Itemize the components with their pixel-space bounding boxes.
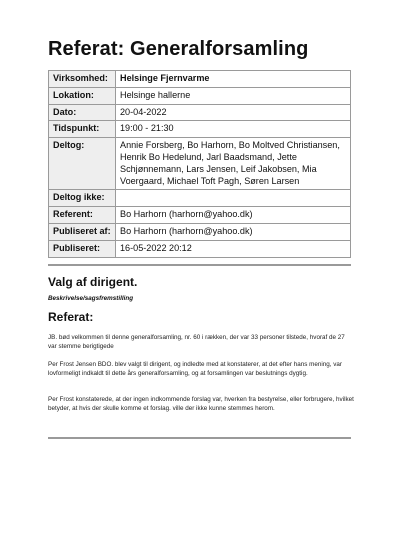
meta-row (49, 121, 351, 138)
meta-row (49, 87, 351, 104)
page-title: Referat: Generalforsamling (48, 38, 309, 60)
meta-label: Tidspunkt: (49, 121, 116, 138)
paragraph-3: Per Frost konstaterede, at der ingen indkommende forslag var, hverken fra bestyrelse, eller forbrugere, hvilket betyder, at hvis der skulle komme et forslag. ville der ikke kunne stemmes herom. (48, 396, 354, 412)
meta-value (116, 190, 351, 207)
meta-value: Annie Forsberg, Bo Harhorn, Bo Moltved Christiansen, Henrik Bo Hedelund, Jarl Baadsmand, Jette Schjønnemann, Lars Jensen, Leif Jakobsen, Mia Voergaard, Michael Toft Pagh, Søren Larsen (116, 138, 351, 190)
section-divider-bottom (48, 437, 351, 439)
meta-row (49, 223, 351, 240)
meta-label: Deltog: (49, 138, 116, 190)
meta-row (49, 71, 351, 88)
meta-value: Bo Harhorn (harhorn@yahoo.dk) (116, 207, 351, 224)
meta-label: Lokation: (49, 87, 116, 104)
meta-label: Deltog ikke: (49, 190, 116, 207)
section-divider-top (48, 264, 351, 266)
meta-row (49, 207, 351, 224)
meta-row (49, 138, 351, 190)
meeting-info-table (48, 70, 351, 258)
meta-row (49, 240, 351, 257)
meta-label: Publiseret af: (49, 223, 116, 240)
paragraph-1: JB. bød velkommen til denne generalforsamling, nr. 60 i rækken, der var 33 personer tilstede, hvoraf de 27 var stemme berigtigede (48, 334, 345, 350)
meta-label: Referent: (49, 207, 116, 224)
meta-value: Helsinge hallerne (116, 87, 351, 104)
meta-value: Helsinge Fjernvarme (116, 71, 351, 88)
paragraph-2: Per Frost Jensen BDO. blev valgt til dirigent, og indledte med at konstaterer, at det efter hans mening, var lovformeligt indkaldt til dette års generalforsamling, og at forsamlingen var beslutnings dygtig. (48, 361, 343, 377)
meta-label: Publiseret: (49, 240, 116, 257)
meta-value: Bo Harhorn (harhorn@yahoo.dk) (116, 223, 351, 240)
meta-row (49, 104, 351, 121)
meta-value: 19:00 - 21:30 (116, 121, 351, 138)
meta-label: Dato: (49, 104, 116, 121)
meta-value: 16-05-2022 20:12 (116, 240, 351, 257)
meta-row (49, 190, 351, 207)
referat-heading: Referat: (48, 310, 94, 324)
meta-label: Virksomhed: (49, 71, 116, 88)
section-subheading: Beskrivelse/sagsfremstilling (48, 295, 134, 302)
meta-value: 20-04-2022 (116, 104, 351, 121)
section-heading: Valg af dirigent. (48, 275, 138, 289)
